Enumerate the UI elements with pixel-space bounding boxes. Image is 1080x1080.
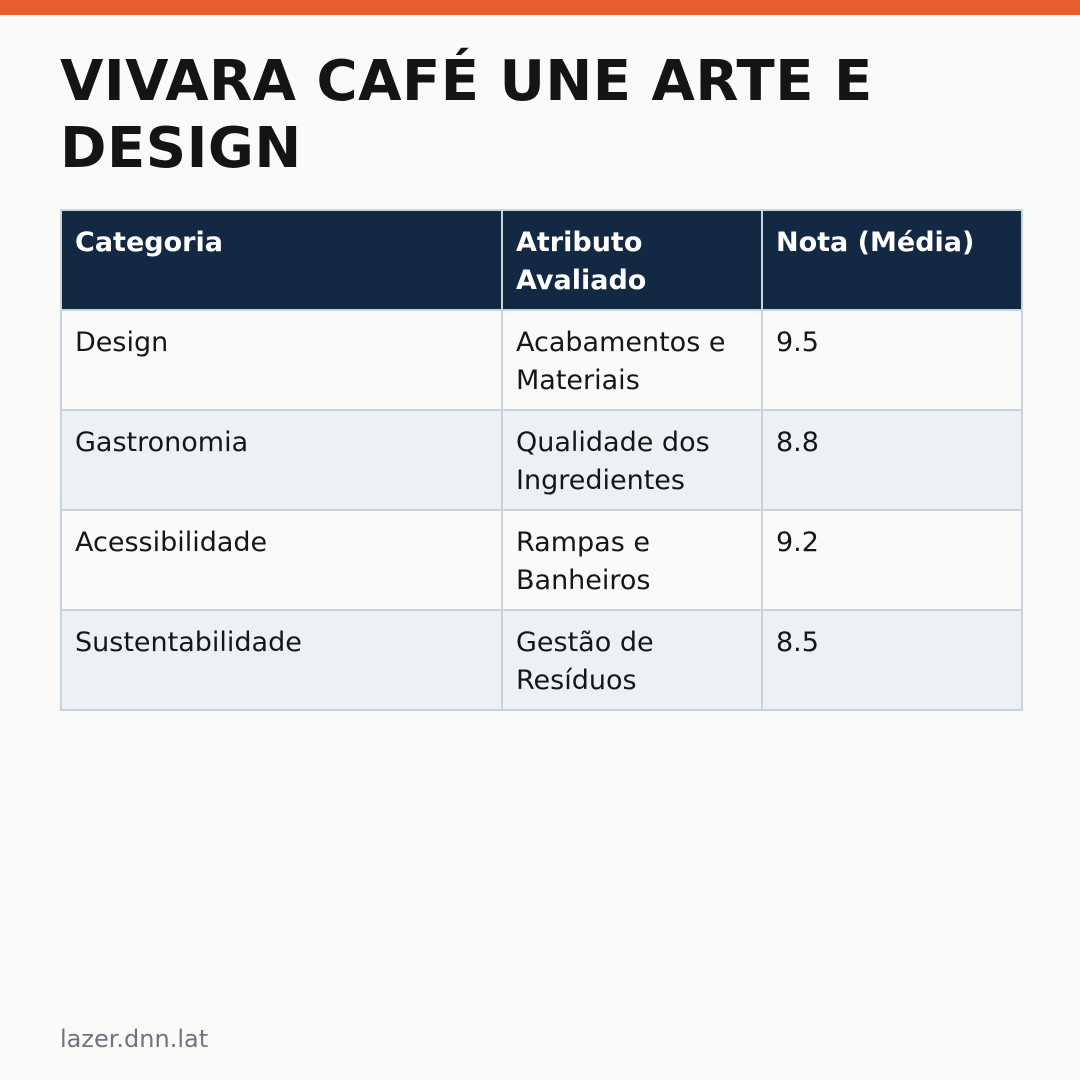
footer-source: lazer.dnn.lat — [60, 1025, 209, 1053]
header-categoria: Categoria — [61, 210, 502, 310]
cell-category: Sustentabilidade — [61, 610, 502, 710]
header-atributo: Atributo Avaliado — [502, 210, 762, 310]
cell-score: 8.8 — [762, 410, 1022, 510]
table-row — [61, 310, 1022, 410]
header-nota: Nota (Média) — [762, 210, 1022, 310]
page-title: VIVARA CAFÉ UNE ARTE E DESIGN — [60, 49, 873, 181]
cell-category: Gastronomia — [61, 410, 502, 510]
cell-category: Design — [61, 310, 502, 410]
accent-bar — [0, 0, 1080, 15]
table-row — [61, 410, 1022, 510]
cell-attribute: Acabamentos e Materiais — [502, 310, 762, 410]
cell-score: 8.5 — [762, 610, 1022, 710]
cell-attribute: Gestão de Resíduos — [502, 610, 762, 710]
table-row — [61, 510, 1022, 610]
cell-attribute: Rampas e Banheiros — [502, 510, 762, 610]
cell-attribute: Qualidade dos Ingredientes — [502, 410, 762, 510]
cell-score: 9.2 — [762, 510, 1022, 610]
table-row — [61, 610, 1022, 710]
cell-score: 9.5 — [762, 310, 1022, 410]
cell-category: Acessibilidade — [61, 510, 502, 610]
ratings-table — [60, 209, 1023, 711]
table-header-row — [61, 210, 1022, 310]
